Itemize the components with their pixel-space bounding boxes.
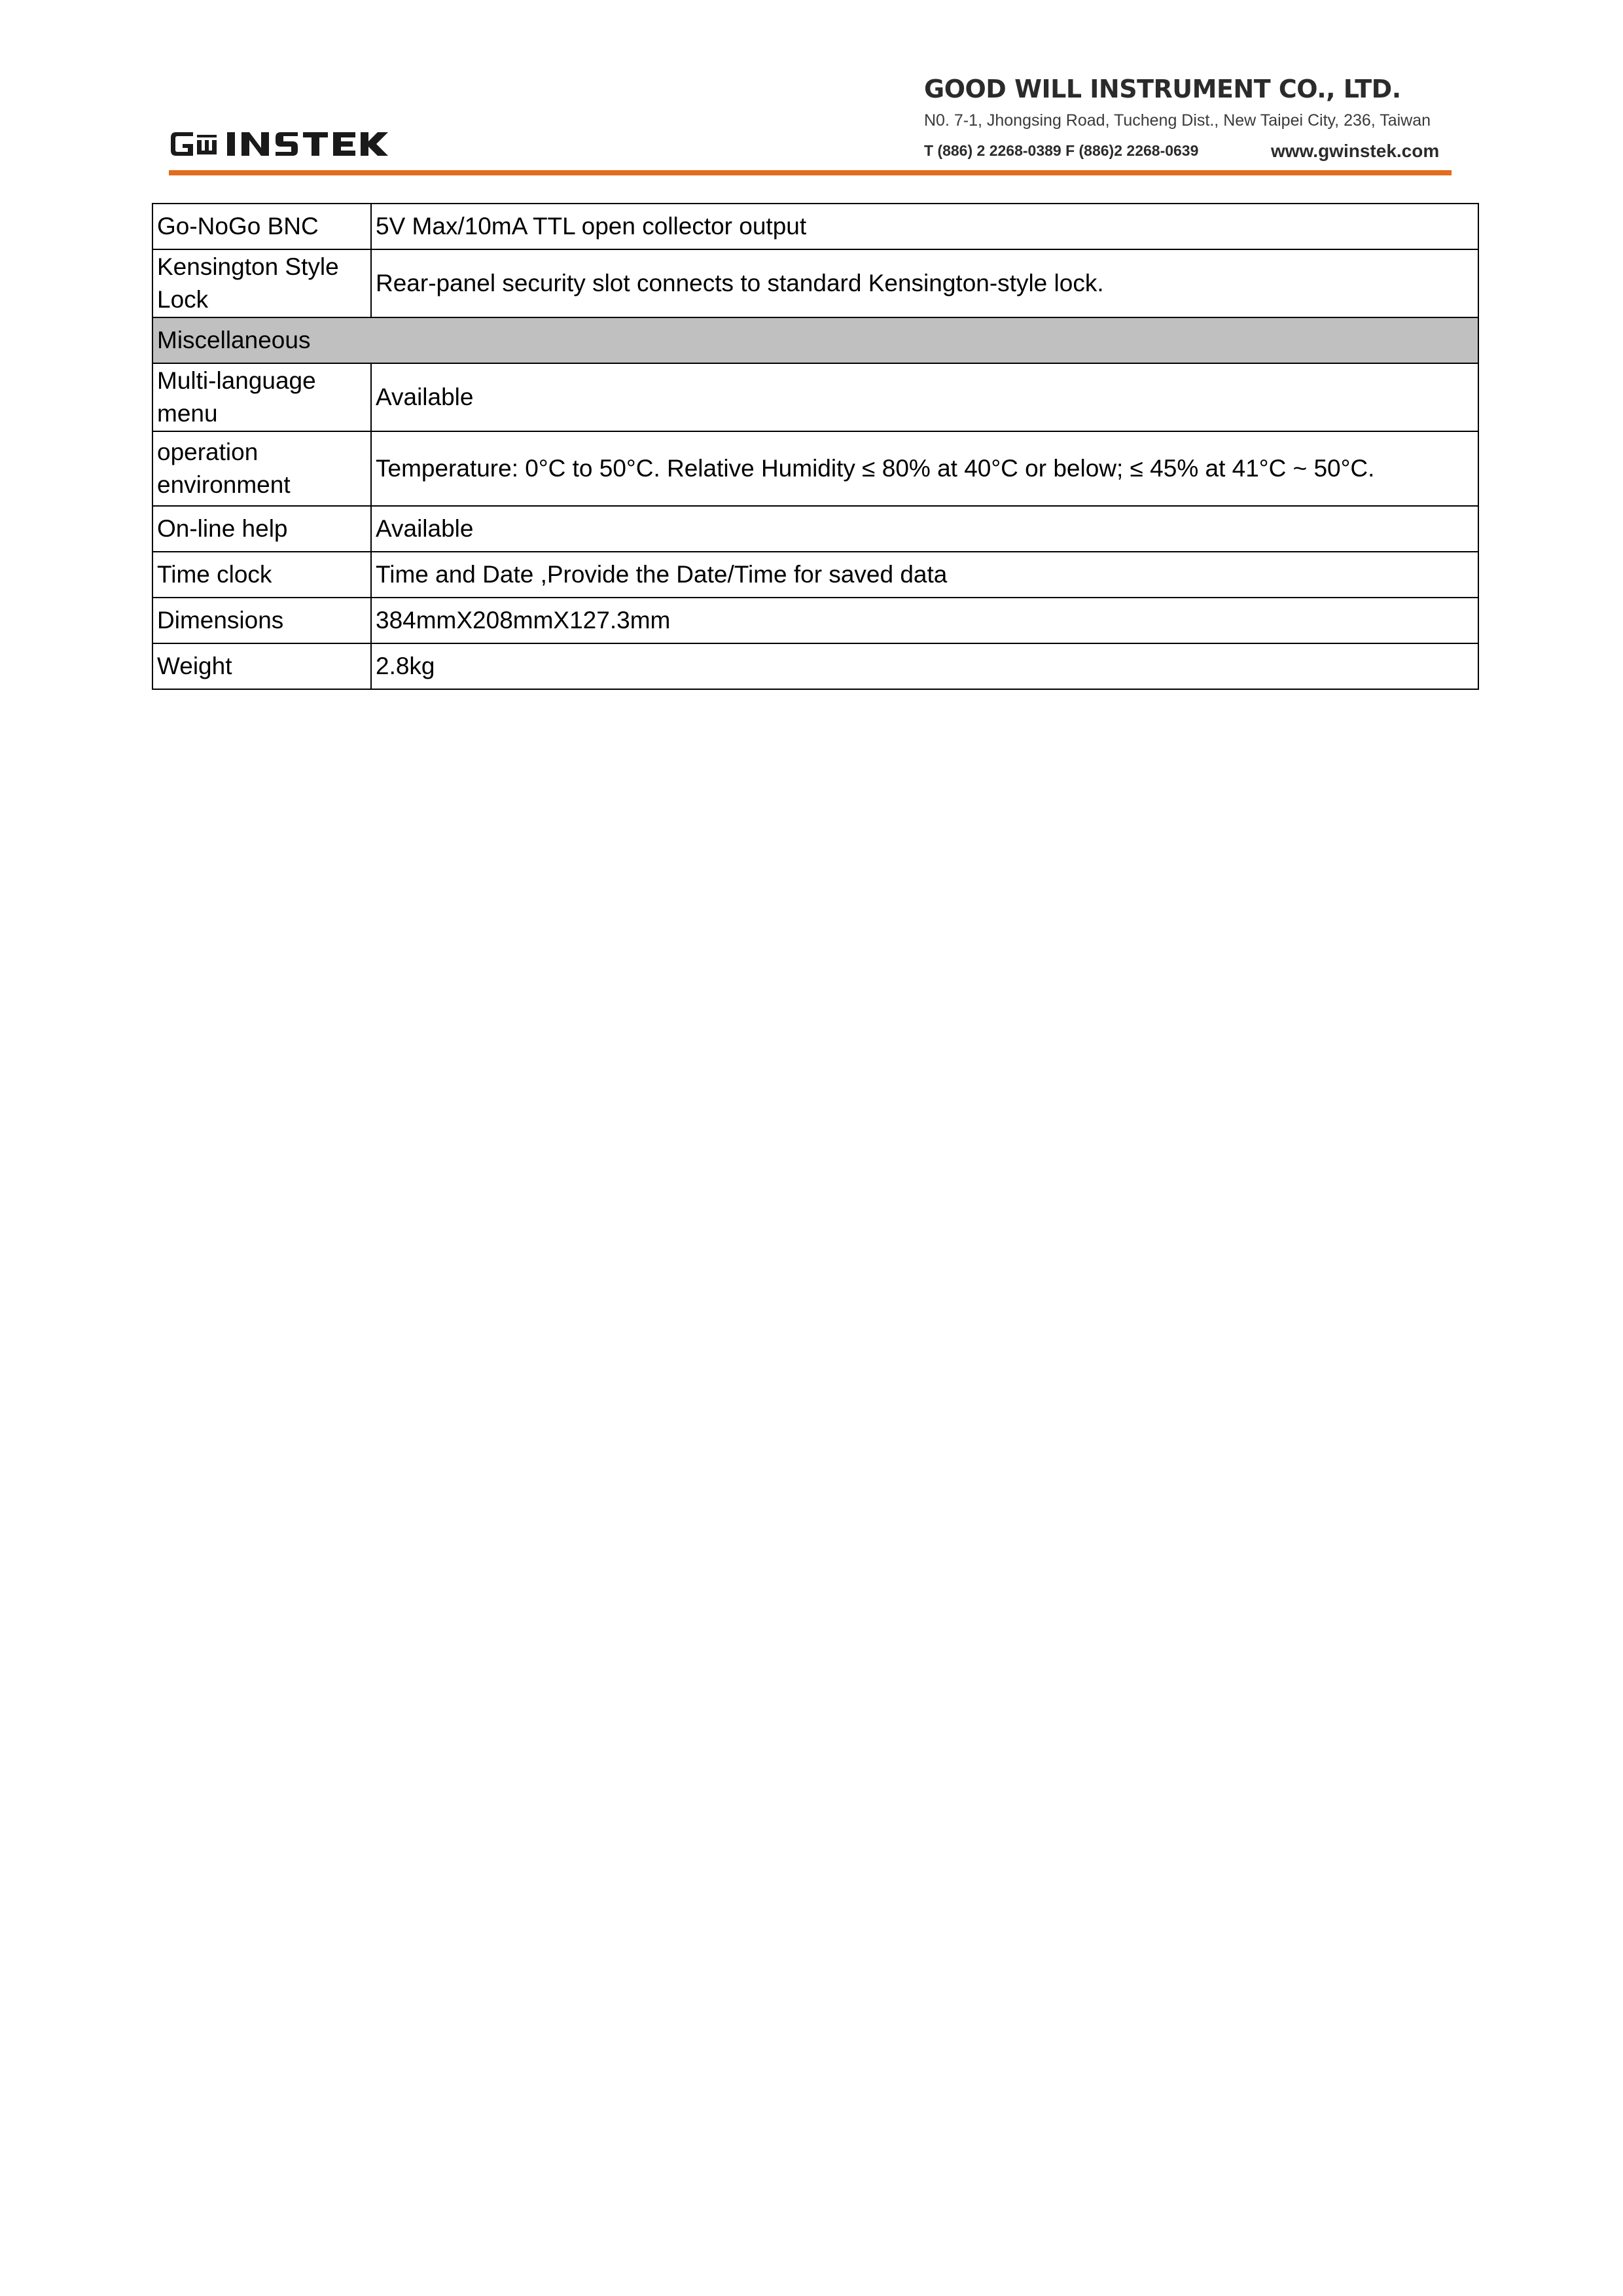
- spec-label: operation environment: [152, 431, 371, 506]
- spec-value: 5V Max/10mA TTL open collector output: [371, 204, 1478, 249]
- company-website: www.gwinstek.com: [1271, 141, 1440, 161]
- spec-value: 384mmX208mmX127.3mm: [371, 598, 1478, 643]
- table-row: [152, 552, 1478, 598]
- spec-label: Kensington Style Lock: [152, 249, 371, 317]
- table-row: [152, 643, 1478, 689]
- table-row: [152, 363, 1478, 431]
- spec-value: Rear-panel security slot connects to standard Kensington-style lock.: [371, 249, 1478, 317]
- spec-value: 2.8kg: [371, 643, 1478, 689]
- table-row: [152, 431, 1478, 506]
- spec-value: Temperature: 0°C to 50°C. Relative Humidity ≤ 80% at 40°C or below; ≤ 45% at 41°C ~ 50°C.: [371, 431, 1478, 506]
- spec-label: Multi-language menu: [152, 363, 371, 431]
- spec-label: Go-NoGo BNC: [152, 204, 371, 249]
- header-divider: [169, 170, 1452, 175]
- spec-value: Available: [371, 363, 1478, 431]
- spec-value: Time and Date ,Provide the Date/Time for saved data: [371, 552, 1478, 598]
- table-row: [152, 506, 1478, 552]
- section-title: Miscellaneous: [152, 317, 1478, 363]
- table-row: [152, 204, 1478, 249]
- company-address: N0. 7-1, Jhongsing Road, Tucheng Dist., New Taipei City, 236, Taiwan: [924, 111, 1431, 130]
- spec-label: Weight: [152, 643, 371, 689]
- specification-table: [152, 203, 1479, 690]
- spec-label: Dimensions: [152, 598, 371, 643]
- table-row: [152, 598, 1478, 643]
- spec-label: On-line help: [152, 506, 371, 552]
- gw-instek-logo: [167, 123, 416, 165]
- company-phone-fax: T (886) 2 2268-0389 F (886)2 2268-0639: [924, 142, 1199, 159]
- section-header-row: [152, 317, 1478, 363]
- spec-value: Available: [371, 506, 1478, 552]
- letterhead: [0, 0, 1623, 190]
- company-name: GOOD WILL INSTRUMENT CO., LTD.: [924, 75, 1401, 103]
- table-row: [152, 249, 1478, 317]
- spec-label: Time clock: [152, 552, 371, 598]
